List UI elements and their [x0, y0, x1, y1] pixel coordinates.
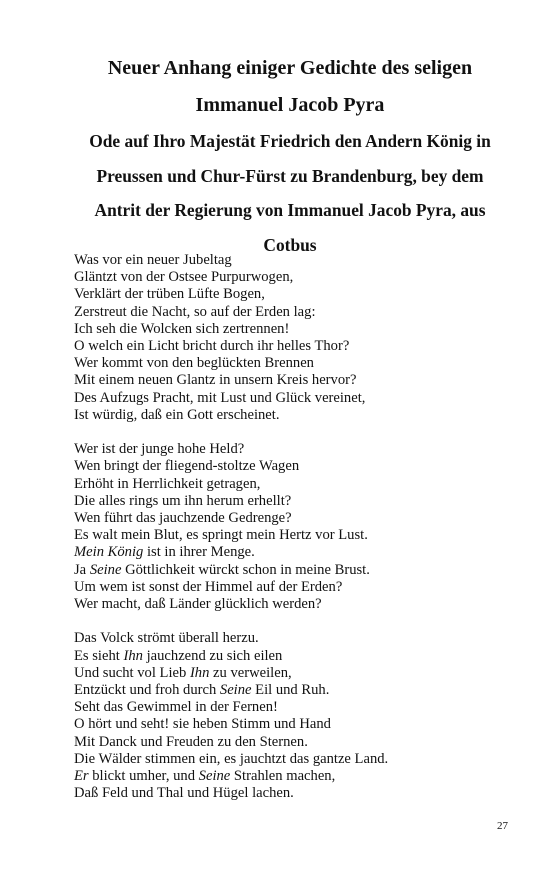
poem-line [74, 269, 514, 286]
subtitle-line-2: Preussen und Chur-Fürst zu Brandenburg, bey dem [96, 165, 484, 186]
line-text: Das Volck strömt überall herzu. [74, 630, 259, 647]
line-text: Strahlen machen, [230, 768, 336, 785]
poem-line [74, 579, 514, 596]
poem-line [74, 321, 514, 338]
poem-line [74, 304, 514, 321]
line-text: Wer ist der junge hohe Held? [74, 441, 245, 458]
line-text: Ist würdig, daß ein Gott erscheinet. [74, 406, 280, 423]
poem-line [74, 476, 514, 493]
line-text: Es sieht [74, 647, 124, 664]
emphasized-text: Er [74, 768, 89, 785]
emphasized-text: Mein König [74, 544, 144, 561]
line-text: Wer macht, daß Länder glücklich werden? [74, 596, 322, 613]
poem-line [74, 630, 514, 647]
line-text: Göttlichkeit würckt schon in meine Brust. [121, 561, 370, 578]
line-text: Erhöht in Herrlichkeit getragen, [74, 475, 261, 492]
poem-line [74, 407, 514, 424]
line-text: Des Aufzugs Pracht, mit Lust und Glück vereinet, [74, 389, 366, 406]
poem-line [74, 372, 514, 389]
poem-line [74, 510, 514, 527]
line-text: Zerstreut die Nacht, so auf der Erden lag: [74, 303, 316, 320]
line-text: Mit einem neuen Glantz in unsern Kreis hervor? [74, 372, 357, 389]
line-text: Die alles rings um ihn herum erhellt? [74, 492, 292, 509]
title-block [74, 50, 506, 262]
poem-line [74, 665, 514, 682]
main-title-line-2: Immanuel Jacob Pyra [195, 94, 385, 116]
poem-line [74, 527, 514, 544]
poem-line [74, 390, 514, 407]
line-text: Wen bringt der fliegend-stoltze Wagen [74, 458, 300, 475]
poem-line [74, 441, 514, 458]
poem-line [74, 544, 514, 561]
line-text: Ich seh die Wolcken sich zertrennen! [74, 320, 290, 337]
emphasized-text: Seine [89, 561, 122, 578]
poem-line [74, 338, 514, 355]
main-title-line-1: Neuer Anhang einiger Gedichte des seligen [107, 57, 473, 79]
stanza [74, 252, 514, 424]
poem-line [74, 458, 514, 475]
emphasized-text: Ihn [123, 647, 143, 664]
poem-line [74, 562, 514, 579]
line-text: Was vor ein neuer Jubeltag [74, 252, 232, 268]
emphasized-text: Seine [198, 768, 231, 785]
poem-line [74, 493, 514, 510]
line-text: blickt umher, und [88, 768, 199, 785]
emphasized-text: Ihn [189, 664, 210, 681]
subtitle-line-1: Ode auf Ihro Majestät Friedrich den Andern König in [89, 131, 491, 151]
line-text: Und sucht vol Lieb [74, 664, 190, 681]
subtitle-line-3: Antrit der Regierung von Immanuel Jacob Pyra, aus [94, 200, 486, 220]
line-text: Verklärt der trüben Lüfte Bogen, [74, 286, 265, 303]
poem-line [74, 596, 514, 613]
line-text: jauchzend zu sich eilen [142, 647, 283, 664]
poem-line [74, 648, 514, 665]
line-text: Ja [74, 561, 90, 578]
poem-line [74, 716, 514, 733]
poem-line [74, 768, 514, 785]
line-text: zu verweilen, [209, 664, 292, 681]
poem-line [74, 355, 514, 372]
line-text: Um wem ist sonst der Himmel auf der Erden? [74, 578, 343, 595]
poem-line [74, 699, 514, 716]
poem-body [74, 252, 514, 820]
line-text: ist in ihrer Menge. [143, 544, 255, 561]
page-number: 27 [497, 820, 508, 832]
poem-line [74, 785, 514, 802]
poem-line [74, 286, 514, 303]
line-text: Die Wälder stimmen ein, es jauchtzt das gantze Land. [74, 750, 389, 767]
line-text: Entzückt und froh durch [74, 682, 220, 699]
subtitle-line-4: Cotbus [263, 234, 317, 255]
line-text: Wen führt das jauchzende Gedrenge? [74, 510, 292, 527]
line-text: Mit Danck und Freuden zu den Sternen. [74, 733, 308, 750]
line-text: Seht das Gewimmel in der Fernen! [74, 699, 278, 716]
stanza [74, 441, 514, 613]
emphasized-text: Seine [219, 682, 252, 699]
line-text: O welch ein Licht bricht durch ihr helles Thor? [74, 338, 350, 355]
line-text: Daß Feld und Thal und Hügel lachen. [74, 785, 294, 802]
poem-line [74, 682, 514, 699]
poem-line [74, 252, 514, 269]
stanza [74, 630, 514, 802]
line-text: Eil und Ruh. [251, 682, 330, 699]
poem-line [74, 734, 514, 751]
poem-line [74, 751, 514, 768]
line-text: Es walt mein Blut, es springt mein Hertz vor Lust. [74, 527, 368, 544]
line-text: O hört und seht! sie heben Stimm und Hand [74, 716, 331, 733]
line-text: Wer kommt von den beglückten Brennen [74, 355, 314, 372]
line-text: Gläntzt von der Ostsee Purpurwogen, [74, 269, 294, 286]
